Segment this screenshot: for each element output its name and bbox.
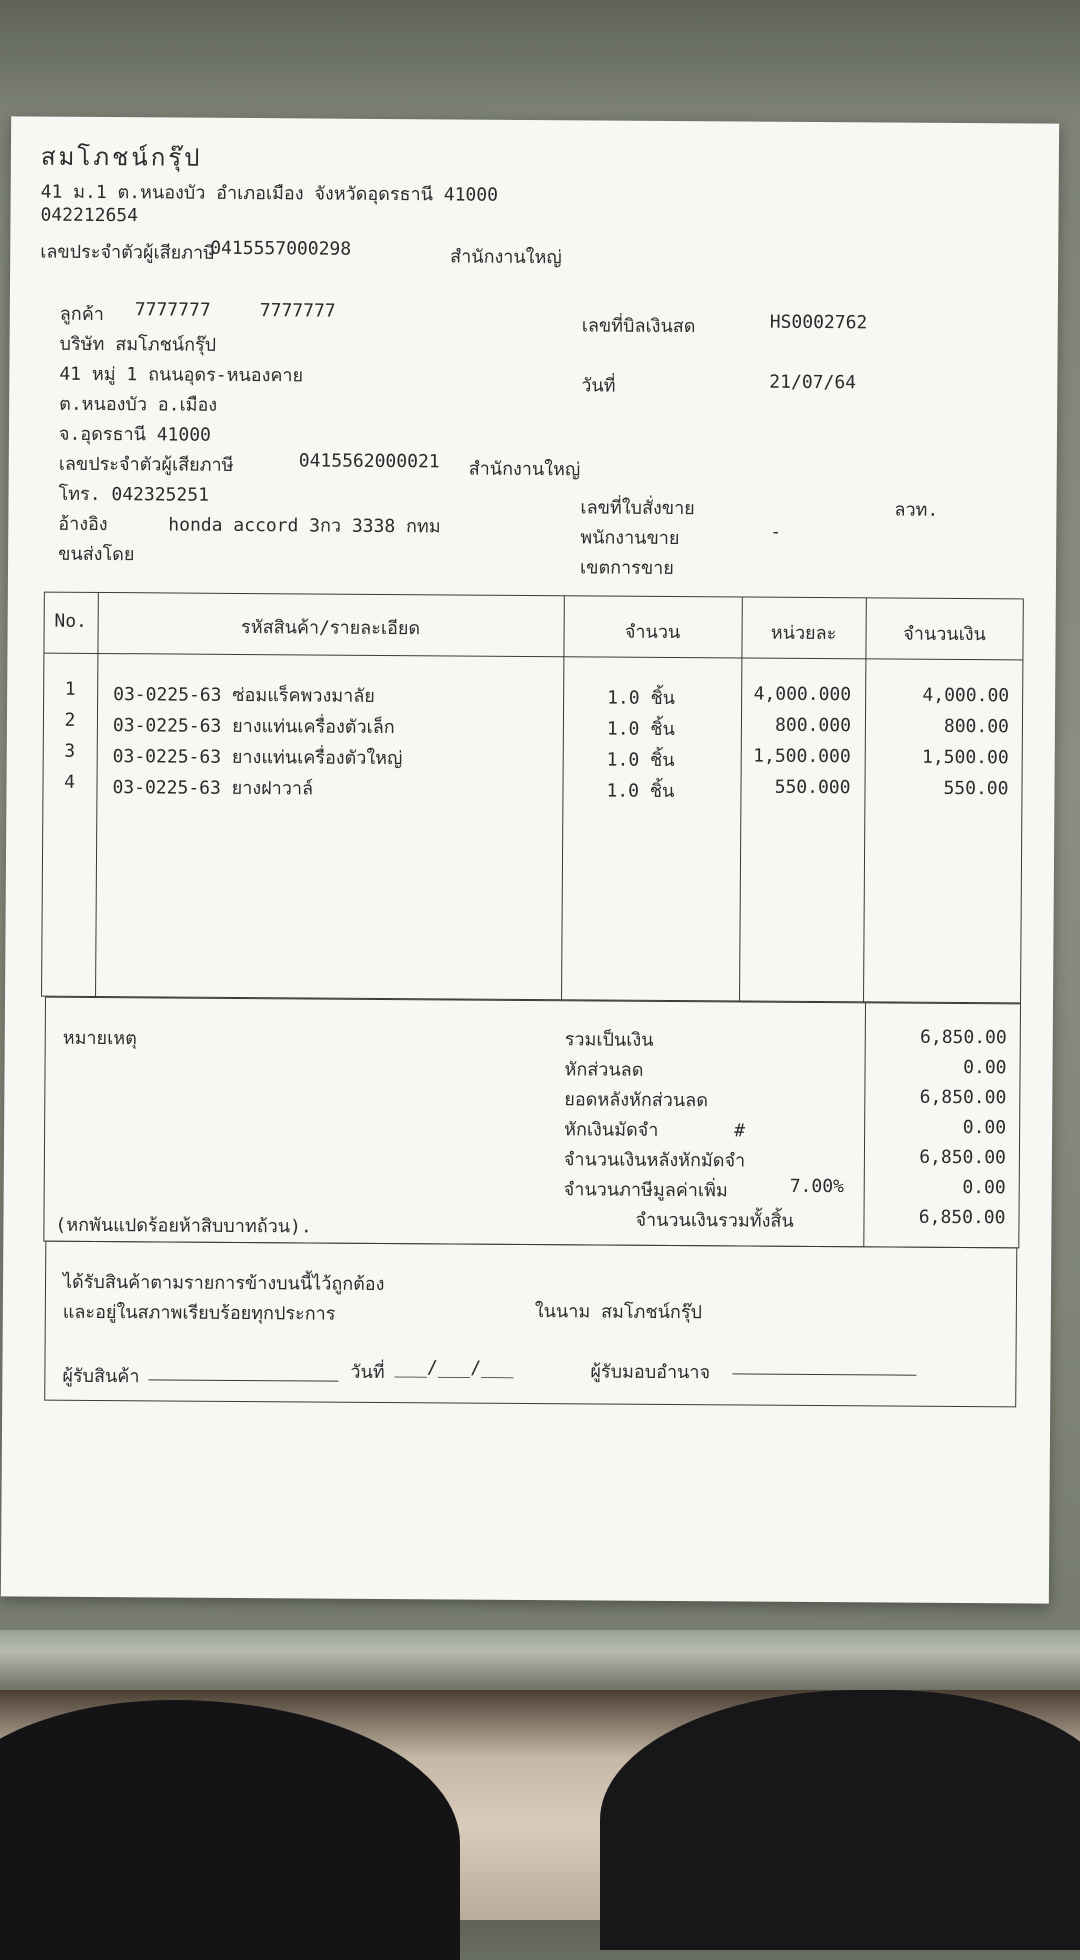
customer-code-2: 7777777 [259,300,336,322]
order-no-value: ลวท. [894,499,939,521]
authorized-signature-line [732,1353,916,1375]
row-4-description: 03-0225-63 ยางฝาวาล์ [112,777,314,800]
vat-value: 0.00 [962,1177,1006,1199]
receiver-label: ผู้รับสินค้า [62,1365,140,1388]
row-2-amount: 800.00 [943,715,1010,738]
grand-total-label: จำนวนเงินรวมทั้งสิ้น [635,1209,794,1232]
receive-date-label: วันที่ [350,1361,385,1383]
vat-rate: 7.00% [789,1175,844,1198]
after-deposit-label: จำนวนเงินหลังหักมัดจำ [563,1149,746,1172]
row-3-no: 3 [64,740,76,762]
company-branch: สำนักงานใหญ่ [450,246,562,269]
after-discount-value: 6,850.00 [919,1086,1007,1109]
subtotal-label: รวมเป็นเงิน [564,1029,654,1051]
amount-in-words: (หกพันแปดร้อยห้าสิบบาทถ้วน). [55,1214,312,1238]
shoe-right [600,1690,1080,1950]
ship-by-label: ขนส่งโดย [58,543,135,566]
bill-date-value: 21/07/64 [769,371,857,394]
deposit-label: หักเงินมัดจำ # [564,1119,746,1142]
authorized-label: ผู้รับมอบอำนาจ [590,1361,711,1384]
company-address: 41 ม.1 ต.หนองบัว อำเภอเมือง จังหวัดอุดรธานี 41000 [40,181,499,206]
header-amount: จำนวนเงิน [903,623,986,646]
row-4-quantity: 1.0 ชิ้น [606,780,675,803]
customer-address-3: จ.อุดรธานี 41000 [58,423,212,446]
header-unit-price: หน่วยละ [770,622,837,645]
bill-no-label: เลขที่บิลเงินสด [581,315,696,338]
discount-label: หักส่วนลด [564,1059,644,1081]
received-line-2: และอยู่ในสภาพเรียบร้อยทุกประการ [62,1301,336,1325]
customer-branch: สำนักงานใหญ่ [468,458,581,481]
row-4-no: 4 [64,771,76,793]
customer-tax-id: 0415562000021 [298,450,440,473]
discount-value: 0.00 [963,1057,1007,1079]
row-3-quantity: 1.0 ชิ้น [606,749,675,772]
company-tax-label: เลขประจำตัวผู้เสียภาษี [40,241,216,264]
row-4-unit-price: 550.000 [774,776,851,799]
reference-label: อ้างอิง [58,513,108,536]
row-1-unit-price: 4,000.000 [753,683,852,706]
row-1-amount: 4,000.00 [922,684,1010,707]
customer-name: บริษัท สมโภชน์กรุ๊ป [59,333,217,356]
customer-phone: โทร. 042325251 [58,483,210,506]
glass-table-edge [0,1630,1080,1690]
row-3-description: 03-0225-63 ยางแท่นเครื่องตัวใหญ่ [112,746,403,770]
row-2-quantity: 1.0 ชิ้น [606,718,675,741]
reference-value: honda accord 3กว 3338 กทม [168,514,441,538]
row-2-no: 2 [64,709,76,731]
deposit-value: 0.00 [962,1117,1007,1139]
on-behalf-of: ในนาม สมโภชน์กรุ๊ป [534,1301,703,1324]
row-1-no: 1 [64,678,76,700]
company-name: สมโภชน์กรุ๊ป [40,142,203,172]
vat-label: จำนวนภาษีมูลค่าเพิ่ม [563,1179,728,1202]
company-phone: 042212654 [40,204,139,227]
customer-code-1: 7777777 [134,299,211,321]
order-no-label: เลขที่ใบสั่งขาย [580,497,695,520]
sales-area-label: เขตการขาย [579,557,674,579]
row-2-description: 03-0225-63 ยางแท่นเครื่องตัวเล็ก [112,715,395,739]
bill-no-value: HS0002762 [769,311,868,334]
bill-date-label: วันที่ [581,375,616,397]
row-2-unit-price: 800.000 [775,714,852,737]
sales-person-value: - [770,521,782,543]
customer-tax-label: เลขประจำตัวผู้เสียภาษี [58,453,234,476]
sales-person-label: พนักงานขาย [580,527,680,550]
row-3-amount: 1,500.00 [921,746,1009,769]
row-3-unit-price: 1,500.000 [753,745,851,768]
row-4-amount: 550.00 [943,777,1009,800]
header-description: รหัสสินค้า/รายละเอียด [241,616,421,640]
subtotal-value: 6,850.00 [919,1026,1007,1049]
header-no: No. [54,610,87,632]
receiver-signature-line [148,1359,338,1381]
customer-label: ลูกค้า [59,303,104,326]
row-1-quantity: 1.0 ชิ้น [607,687,676,710]
receive-date-blank: ___/___/___ [394,1357,514,1379]
after-discount-label: ยอดหลังหักส่วนลด [564,1089,709,1112]
grand-total-value: 6,850.00 [918,1206,1006,1229]
receipt-paper [1,116,1059,1603]
header-quantity: จำนวน [624,621,681,644]
remark-label: หมายเหตุ [62,1027,137,1050]
received-line-1: ได้รับสินค้าตามรายการข้างบนนี้ไว้ถูกต้อง [62,1271,385,1295]
customer-address-2: ต.หนองบัว อ.เมือง [59,393,218,416]
row-1-description: 03-0225-63 ซ่อมแร็คพวงมาลัย [113,684,375,707]
after-deposit-value: 6,850.00 [919,1146,1007,1169]
company-tax-id: 0415557000298 [210,237,352,260]
customer-address-1: 41 หมู่ 1 ถนนอุดร-หนองคาย [59,363,304,387]
